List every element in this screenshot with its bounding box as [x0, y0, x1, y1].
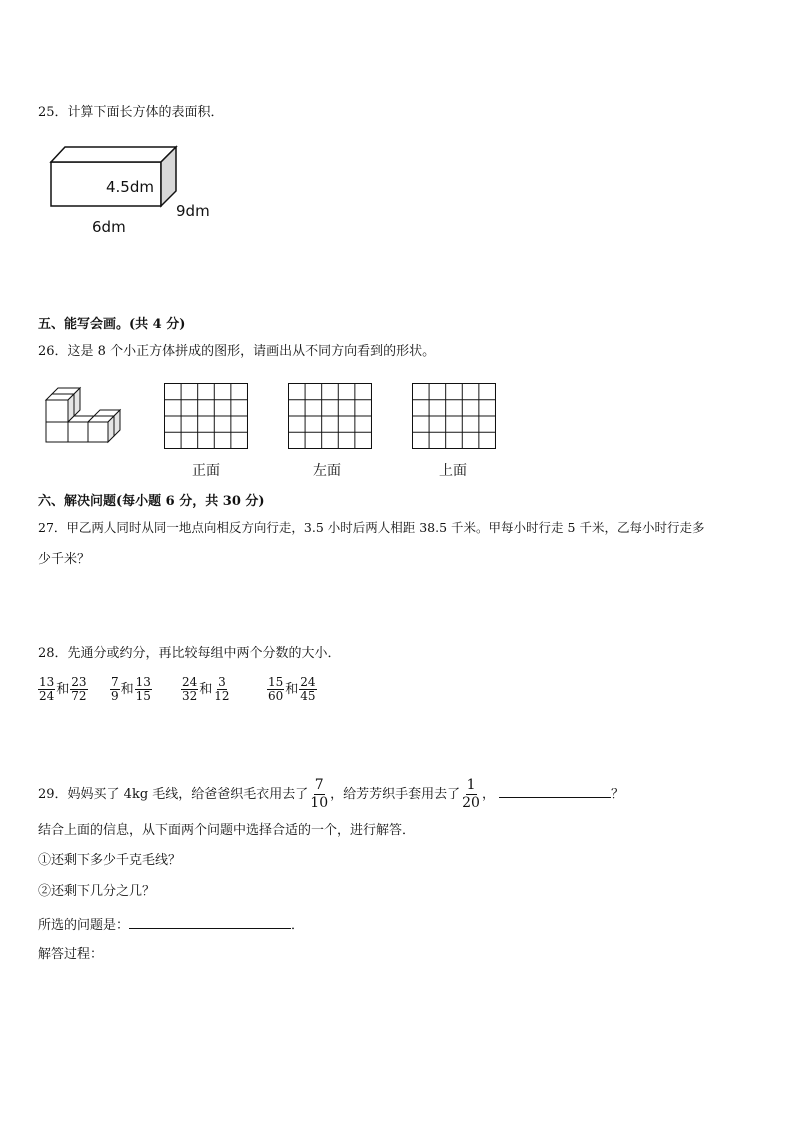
q29-end: ？ — [610, 787, 624, 802]
q29-chosen-blank[interactable] — [129, 914, 291, 929]
q29-option-1[interactable]: ①还剩下多少千克毛线？ — [38, 853, 182, 868]
q29-part3: ， — [481, 787, 495, 802]
cuboid-depth-label: 9dm — [176, 202, 210, 220]
q28-pair-3 — [180, 676, 232, 704]
q29-question-blank[interactable] — [499, 783, 611, 798]
frac-num: 7 — [111, 675, 119, 689]
and-text: 和 — [120, 682, 134, 697]
cuboid-length-label: 6dm — [92, 218, 126, 236]
frac-den: 72 — [71, 689, 87, 703]
section-5-title: 五、能写会画。(共 4 分) — [38, 317, 186, 332]
frac-den: 45 — [300, 689, 316, 703]
cuboid-height-label: 4.5dm — [106, 178, 154, 196]
frac-den: 12 — [214, 689, 230, 703]
q26-text: 26．这是 8 个小正方体拼成的图形，请画出从不同方向看到的形状。 — [38, 344, 436, 359]
and-text: 和 — [285, 682, 299, 697]
frac-den: 60 — [268, 689, 284, 703]
q29-part1: 29．妈妈买了 4kg 毛线，给爸爸织毛衣用去了 — [38, 787, 309, 802]
label-left: 左面 — [313, 463, 341, 479]
frac-num: 1 — [466, 777, 476, 793]
frac-den: 24 — [39, 689, 55, 703]
section-6-title: 六、解决问题(每小题 6 分，共 30 分) — [38, 494, 265, 509]
frac-den: 15 — [135, 689, 151, 703]
q29-chosen-end: ． — [291, 918, 305, 933]
frac-num: 13 — [135, 675, 151, 689]
frac-num: 23 — [71, 675, 87, 689]
q29-chosen-label: 所选的问题是： — [38, 918, 130, 933]
frac-num: 3 — [218, 675, 226, 689]
frac-den: 20 — [462, 795, 480, 811]
label-front: 正面 — [192, 463, 220, 479]
frac-den: 10 — [310, 795, 329, 811]
and-text: 和 — [56, 682, 70, 697]
grid-left-view[interactable] — [288, 383, 372, 449]
q29-option-2[interactable]: ②还剩下几分之几？ — [38, 884, 156, 899]
label-top: 上面 — [439, 463, 467, 479]
q25-text: 25．计算下面长方体的表面积． — [38, 105, 224, 120]
frac-den: 9 — [111, 689, 119, 703]
cubes-figure — [42, 386, 126, 446]
q28-pair-1 — [37, 676, 89, 704]
q28-pair-4 — [266, 676, 318, 704]
q29-line2: 结合上面的信息，从下面两个问题中选择合适的一个，进行解答． — [38, 823, 416, 838]
frac-num: 13 — [39, 675, 55, 689]
q28-pair-2 — [109, 676, 153, 704]
frac-den: 32 — [182, 689, 198, 703]
q29-chosen-line — [38, 914, 304, 935]
q28-text: 28．先通分或约分，再比较每组中两个分数的大小． — [38, 646, 341, 661]
grid-top-view[interactable] — [412, 383, 496, 449]
cuboid-top-face — [51, 147, 176, 162]
frac-num: 24 — [300, 675, 316, 689]
frac-num: 24 — [182, 675, 198, 689]
q29-part2: ，给芳芳织手套用去了 — [330, 787, 461, 802]
frac-num: 7 — [314, 777, 324, 793]
frac-num: 15 — [268, 675, 284, 689]
q29-line1 — [38, 776, 624, 814]
grid-front-view[interactable] — [164, 383, 248, 449]
q27-line1: 27．甲乙两人同时从同一地点向相反方向行走，3.5 小时后两人相距 38.5 千米。甲每小时行走 5 千米，乙每小时行走多 — [38, 520, 705, 535]
and-text: 和 — [199, 682, 213, 697]
q27-line2: 少千米？ — [38, 552, 91, 567]
q29-process-label: 解答过程： — [38, 947, 104, 962]
